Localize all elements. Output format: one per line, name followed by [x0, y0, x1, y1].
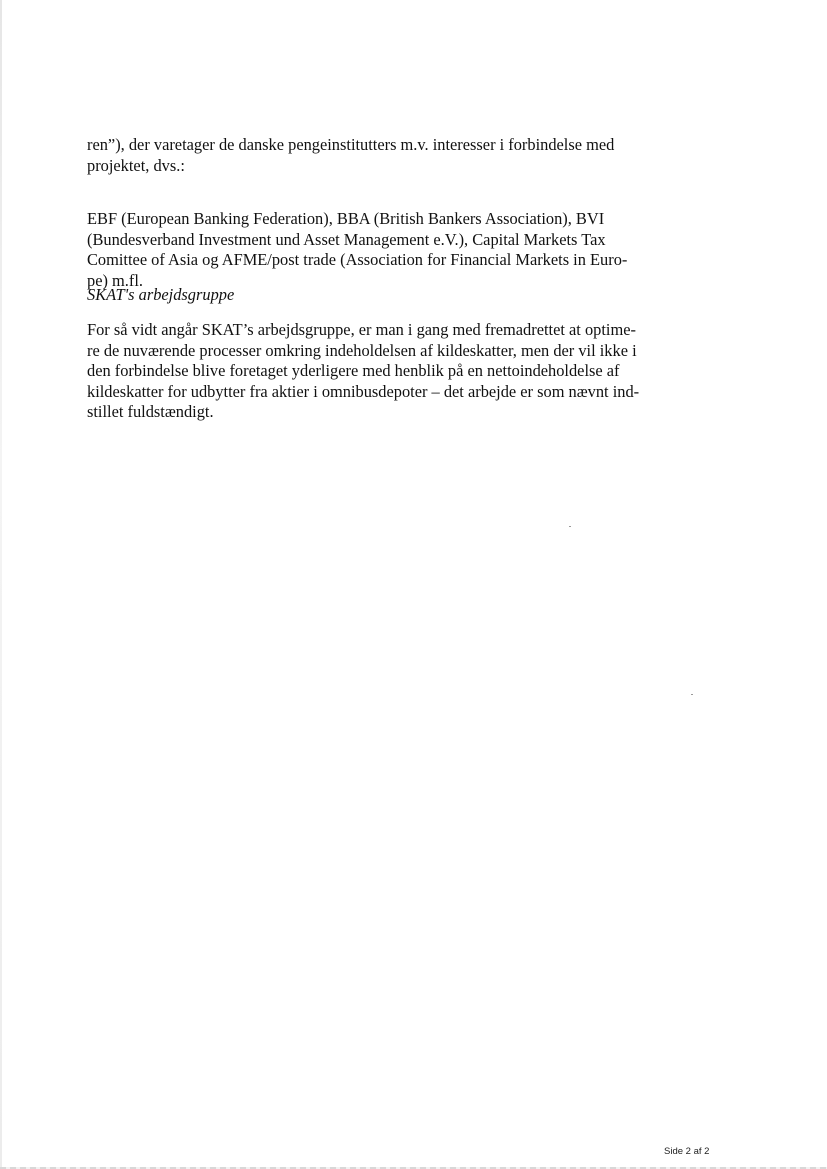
text-line: stillet fuldstændigt.: [87, 402, 214, 421]
text-line: ren”), der varetager de danske pengeinstitutters m.v. interesser i forbindelse med: [87, 135, 615, 154]
scan-speck: [569, 526, 571, 527]
text-line: den forbindelse blive foretaget yderligere med henblik på en nettoindeholdelse af: [87, 361, 620, 380]
page-number: Side 2 af 2: [664, 1146, 710, 1157]
scan-speck: [691, 694, 693, 695]
text-line: kildeskatter for udbytter fra aktier i omnibusdepoter – det arbejde er som nævnt ind-: [87, 381, 640, 401]
text-line: (Bundesverband Investment und Asset Management e.V.), Capital Markets Tax: [87, 229, 606, 249]
text-line: pe) m.fl.: [87, 270, 143, 290]
text-line: Comittee of Asia og AFME/post trade (Association for Financial Markets in Euro-: [87, 250, 628, 269]
text-line: projektet, dvs.:: [87, 155, 185, 175]
paragraph-continuation: [87, 135, 632, 176]
scan-edge-left: [0, 0, 2, 1169]
text-line: re de nuværende processer omkring indeholdelsen af kildeskatter, men der vil ikke i: [87, 340, 637, 360]
section-heading: SKAT's arbejdsgruppe: [87, 285, 235, 304]
paragraph-organisations: [87, 209, 632, 291]
text-line: For så vidt angår SKAT’s arbejdsgruppe, er man i gang med fremadrettet at optime-: [87, 320, 636, 339]
text-line: EBF (European Banking Federation), BBA (British Bankers Association), BVI: [87, 209, 605, 228]
paragraph-skat-working-group: [87, 320, 640, 423]
